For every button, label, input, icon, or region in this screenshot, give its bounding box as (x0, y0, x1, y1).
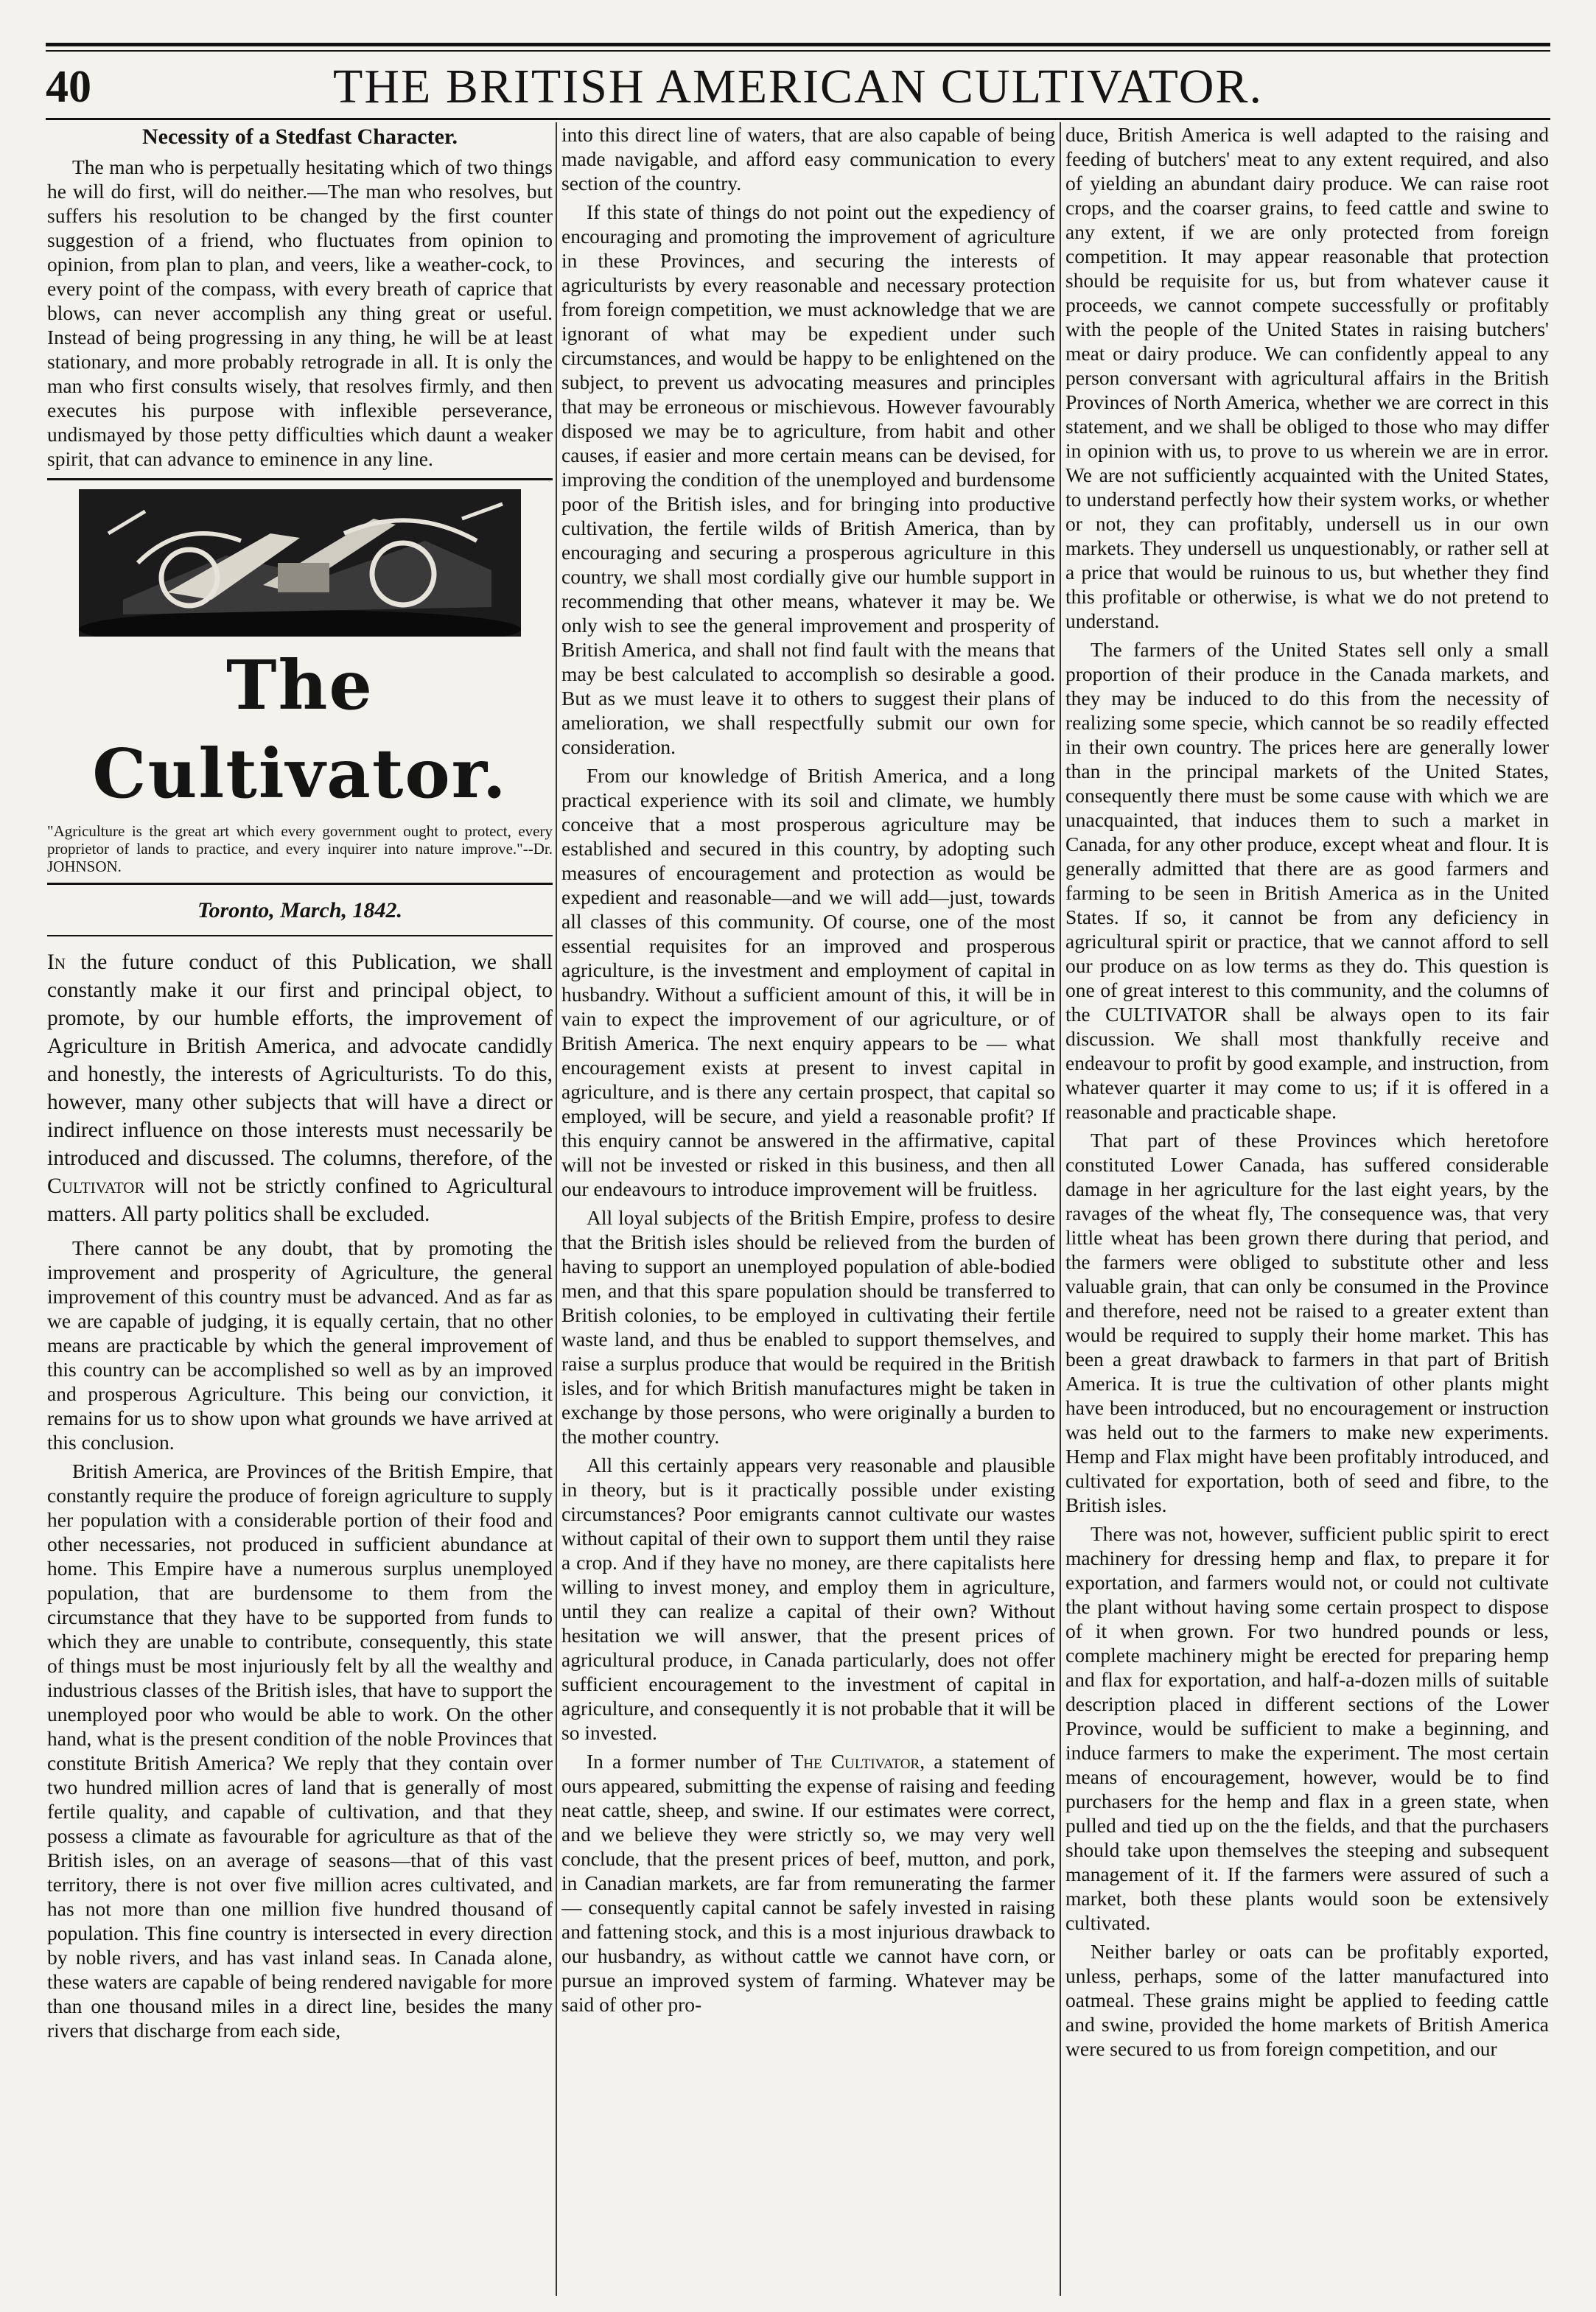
drop-lead: In (47, 950, 66, 974)
publication-name: Cultivator (47, 1174, 145, 1198)
article-paragraph: Neither barley or oats can be profitably exported, unless, perhaps, some of the latter manufactured into oatmeal. These grains might be applied to feeding cattle and swine, provided the home markets of British America were secured to us from foreign competition, and our (1065, 1940, 1549, 2060)
page-number: 40 (46, 62, 91, 112)
publication-name: The Cultivator (791, 1750, 920, 1773)
paragraph-text: In a former number of (587, 1750, 791, 1773)
header-rule (46, 118, 1550, 120)
section-title: The Cultivator. (92, 645, 508, 813)
article-paragraph: From our knowledge of British America, and a long practical experience with its soil and climate, we humbly conceive that a most prosperous agriculture may be established and secured in this country, by adopting such measures of encouragement and protection as would be expedient and reasonable—and we will add—just, towards all classes of this community. Of course, one of the most essential requisites for an improved and prosperous agriculture, is the investment and employment of capital in husbandry. Without a sufficient amount of this, it will be in vain to expect the improvement of our agriculture, or of British America. The next enquiry appears to be — what encouragement exists at present to invest capital in agriculture, and is there any certain prospect, that capital so employed, will be secure, and yield a reasonable profit? If this enquiry cannot be answered in the affirmative, capital will not be invested or risked in this business, and then all our endeavours to introduce improvement will be fruitless. (561, 764, 1055, 1200)
top-rule (46, 43, 1550, 46)
article-paragraph (47, 948, 553, 1228)
column-3 (1065, 122, 1549, 2296)
dateline: Toronto, March, 1842. (197, 898, 403, 922)
section-divider (47, 478, 553, 480)
editorial-intro (47, 948, 553, 1228)
page-header (46, 57, 1550, 116)
column-2 (561, 122, 1055, 2296)
article-paragraph: There was not, however, sufficient public spirit to erect machinery for dressing hemp and flax, to prepare it for exportation, and farmers would not, or could not cultivate the plant without having some certain prospect to dispose of it when grown. For two hundred pounds or less, complete machinery might be erected for preparing hemp and flax for exportation, and half-a-dozen mills of suitable description placed in different sections of the Lower Province, would be sufficient to make a beginning, and induce farmers to make the experiment. The most certain means of encouragement, however, would be to find purchasers for the hemp and flax in a green state, when pulled and tied up on the the fields, and that the purchasers should take upon themselves the steeping and subsequent management of it. If the farmers were assured of such a market, both these plants would soon be extensively cultivated. (1065, 1522, 1549, 1934)
paragraph-text: will not be strictly confined to Agricultural matters. All party politics shall be excluded. (47, 1174, 553, 1226)
column-1 (47, 122, 553, 2296)
article-paragraph: All this certainly appears very reasonable and plausible in theory, but is it practically possible under existing circumstances? Poor emigrants cannot cultivate our wastes without capital of their own to support them until they raise a crop. And if they have no money, are there capitalists here willing to invest money, and employ them in agriculture, until they can realize a capital of their own? Without hesitation we will answer, that the present prices of agricultural produce, in Canada particularly, does not offer sufficient encouragement to the investment of capital in agriculture, and consequently it is not probable that it will be so invested. (561, 1454, 1055, 1744)
article-paragraph: All loyal subjects of the British Empire, profess to desire that the British isles should be relieved from the burden of having to support an unemployed population of able-bodied men, and that this spare population should be transferred to British colonies, to be employed in cultivating their fertile waste land, and thus be enabled to support themselves, and raise a surplus produce that would be required in the British isles, and for which British manufactures might be taken in exchange by those persons, who were originally a burden to the mother country. (561, 1206, 1055, 1448)
plough-emblem-icon (79, 489, 521, 637)
article-paragraph: duce, British America is well adapted to the raising and feeding of butchers' meat to any extent required, and also of yielding an abundant dairy produce. We can raise root crops, and the coarser grains, to feed cattle and swine to any extent, if we are only protected from foreign competition. It may appear reasonable that protection should be requisite for us, but from whatever cause it proceeds, we cannot compete successfully or profitably with the people of the United States in raising butchers' meat or dairy produce. We can confidently appeal to any person conversant with agricultural affairs in the British Provinces of North America, whether we are correct in this statement, and we shall be obliged to those who may differ in opinion with us, to prove to us wherein we are in error. We are not sufficiently acquainted with the United States, to understand perfectly how their system works, or whether or not, they can profitably, undersell us in our own markets. They undersell us unquestionably, or rather sell at a price that would be ruinous to us, but whether they find this profitable or otherwise, is what we do not pretend to understand. (1065, 123, 1549, 632)
dateline-rule (47, 935, 553, 936)
article-paragraph (561, 1749, 1055, 2017)
paragraph-text: the future conduct of this Publication, we shall constantly make it our first and principal object, to promote, by our humble efforts, the improvement of Agriculture in British America, and advocate candidly and honestly, the interests of Agriculturists. To do this, however, many other subjects that will have a direct or indirect influence on those interests must necessarily be introduced and discussed. The columns, therefore, of the (47, 950, 553, 1170)
top-rule-thin (46, 50, 1550, 52)
sidebar-paragraph: The man who is perpetually hesitating which of two things he will do first, will do neither.—The man who resolves, but suffers his resolution to be changed by the first counter suggestion of a friend, who fluctuates from opinion to opinion, from plan to plan, and veers, like a weather-cock, to every point of the compass, with every breath of caprice that blows, can never accomplish any thing great or useful. Instead of being progressing in any thing, he will be at least stationary, and more probably retrograde in all. It is only the man who first consults wisely, that resolves firmly, and then executes his purpose with inflexible perseverance, undismayed by those petty difficulties which daunt a weaker spirit, that can advance to eminence in any line. (47, 155, 553, 470)
column-divider (1060, 122, 1061, 2296)
article-paragraph: British America, are Provinces of the British Empire, that constantly require the produce of foreign agriculture to supply her population with a considerable portion of their food and other necessaries, not produced in sufficient abundance at home. This Empire have a numerous surplus unemployed population, that are burdensome to them from the circumstance that they have to be supported from funds to which they are unable to contribute, consequently, this state of things must be most injuriously felt by all the wealthy and industrious classes of the British isles, that have to support the unemployed poor who would be able to work. On the other hand, what is the present condition of the noble Provinces that constitute British America? We reply that they contain over two hundred million acres of land that is generally of most fertile quality, and capable of cultivation, and that they possess a climate as favourable for agriculture as that of the British isles, on an average of seasons—that of this vast territory, there is not over five million acres cultivated, and has not more than one million five hundred thousand of population. This fine country is intersected in every direction by noble rivers, and has vast inland seas. In Canada alone, these waters are capable of being rendered navigable for more than one thousand miles in a direct line, besides the many rivers that discharge from each side, (47, 1460, 553, 2042)
article-paragraph: There cannot be any doubt, that by promoting the improvement and prosperity of Agriculture, the general improvement of this country must be advanced. And as far as we are capable of judging, it is equally certain, that no other means are practicable by which the general improvement of this country can be accomplished so well as by an improved and prosperous Agriculture. This being our conviction, it remains for us to show upon what grounds we have arrived at this conclusion. (47, 1236, 553, 1454)
masthead-title: THE BRITISH AMERICAN CULTIVATOR. (333, 60, 1263, 113)
article-paragraph: That part of these Provinces which heretofore constituted Lower Canada, has suffered considerable damage in her agriculture for the last eight years, by the ravages of the wheat fly, The consequence was, that very little wheat has been grown there during that period, and the farmers were obliged to substitute other and less valuable grain, that can only be consumed in the Province and therefore, need not be raised to a greater extent than would be required to supply their home market. This has been a great drawback to farmers in that part of British America. It is true the cultivation of other plants might have been introduced, but no encouragement or instruction was held out to the farmers to make new experiments. Hemp and Flax might have been profitably introduced, and cultivated for exportation, both of seed and fibre, to the British isles. (1065, 1129, 1549, 1516)
article-paragraph: into this direct line of waters, that are also capable of being made navigable, and afford easy communication to every section of the country. (561, 123, 1055, 195)
column-divider (556, 122, 557, 2296)
paragraph-text: , a statement of ours appeared, submitting the expense of raising and feeding neat cattle, sheep, and swine. If our estimates were correct, and we believe they were strictly so, we may very well conclude, that the present prices of beef, mutton, and pork, in Canadian markets, are far from remunerating the farmer — consequently capital cannot be safely invested in raising and fattening stock, and this is a most injurious drawback to our husbandry, as without cattle we cannot have corn, or pursue an improved system of farming. Whatever may be said of other pro- (561, 1750, 1055, 2016)
motto-quote: "Agriculture is the great art which every government ought to protect, every proprietor of lands to practice, and every inquirer into nature improve."--Dr. JOHNSON. (47, 822, 553, 875)
article-paragraph: If this state of things do not point out the expediency of encouraging and promoting the improvement of agriculture in these Provinces, and securing the interests of agriculturists by every reasonable and necessary protection from foreign competition, we must acknowledge that we are ignorant of what may be expedient under such circumstances, and would be happy to be enlightened on the subject, to prevent us advocating measures and principles that may be erroneous or mischievous. However favourably disposed we may be to agriculture, from habit and other causes, if easier and more certain means can be devised, for improving the condition of the unemployed and burdensome poor of the British isles, and for bringing into productive cultivation, the fertile wilds of British America, than by encouraging and securing a prosperous agriculture in this country, we shall most cordially give our humble support in recommending that other means, whatever it may be. We only wish to see the general improvement and prosperity of British America, and shall not find fault with the means that may be best calculated to accomplish so desirable a good. But as we must leave it to others to suggest their plans of amelioration, we shall respectfully submit our own for consideration. (561, 200, 1055, 758)
sidebar-title: Necessity of a Stedfast Character. (142, 125, 458, 149)
article-paragraph: The farmers of the United States sell only a small proportion of their produce in the Canada markets, and they may be induced to do this from the necessity of realizing some specie, which cannot be so readily effected in their own country. The prices here are generally lower than in the principal markets of the United States, consequently there must be some cause with which we are unacquainted, that induces them to such a market in Canada, for any other produce, except wheat and flour. It is generally admitted that there are as good farmers and farming to be seen in British America as in the United States. If so, it cannot be from any deficiency in agricultural spirit or practice, that we cannot afford to sell our produce on as low terms as they do. This question is one of great interest to this community, and the columns of the CULTIVATOR shall be always open to its fair discussion. We shall most thankfully receive and endeavour to profit by good example, and instruction, from whatever quarter it may come to us; if it is offered in a reasonable and practicable shape. (1065, 638, 1549, 1123)
section-divider (47, 883, 553, 885)
